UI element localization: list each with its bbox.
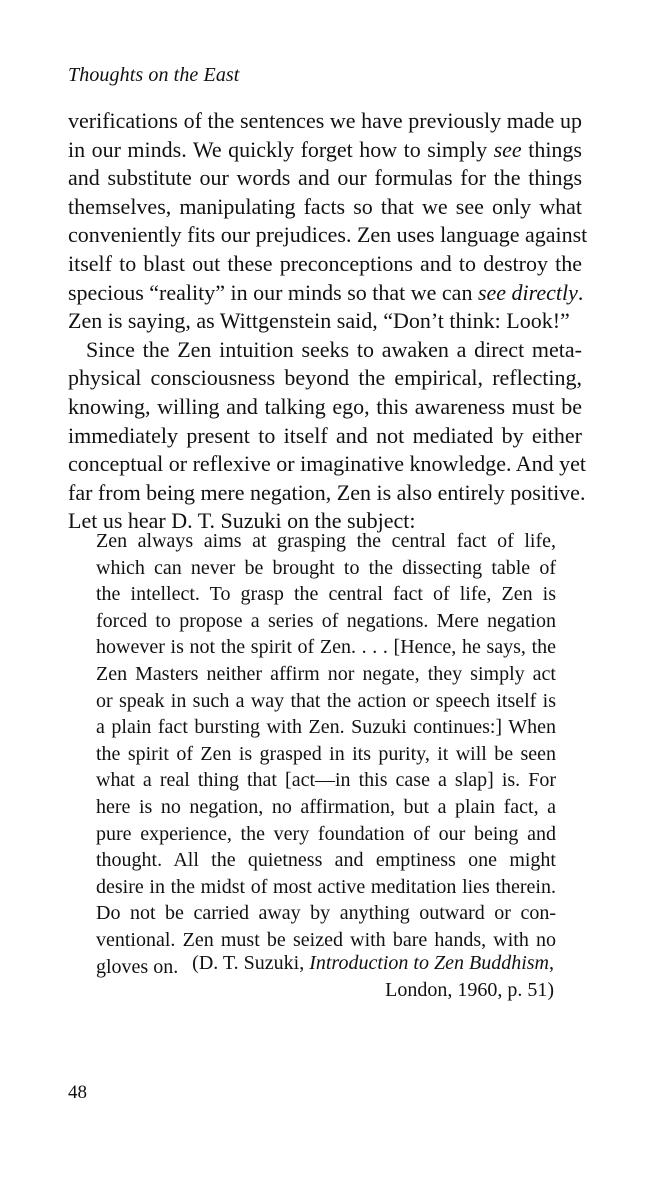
paragraph-2-line: conceptual or reflexive or imaginative knowledge. And yet bbox=[68, 451, 587, 477]
quote-line: here is no negation, no affirmation, but a plain fact, a bbox=[96, 795, 556, 818]
paragraph-2-line: Since the Zen intuition seeks to awaken a direct meta- bbox=[86, 336, 582, 362]
running-head: Thoughts on the East bbox=[68, 64, 240, 86]
quote-line: what a real thing that [act—in this case a slap] is. For bbox=[96, 769, 556, 792]
paragraph-1-line: verifications of the sentences we have previously made up bbox=[68, 108, 582, 133]
emphasis: see directly bbox=[477, 279, 578, 305]
paragraph-2-line: far from being mere negation, Zen is also entirely positive. bbox=[68, 479, 586, 505]
quote-line: desire in the midst of most active meditation lies therein. bbox=[96, 875, 556, 898]
quote-line: Zen Masters neither affirm nor negate, they simply act bbox=[96, 662, 556, 685]
quote-line: the intellect. To grasp the central fact of life, Zen is bbox=[96, 583, 556, 606]
citation-title: Introduction to Zen Buddhism bbox=[309, 952, 549, 974]
page-number: 48 bbox=[68, 1082, 87, 1103]
citation-line-1: (D. T. Suzuki, Introduction to Zen Buddhism, bbox=[192, 952, 554, 974]
paragraph-1-line: Zen is saying, as Wittgenstein said, “Don’t think: Look!” bbox=[68, 308, 570, 334]
quote-line: or speak in such a way that the action or speech itself is bbox=[96, 689, 556, 712]
emphasis: see bbox=[493, 136, 522, 162]
quote-line: thought. All the quietness and emptiness one might bbox=[96, 849, 556, 872]
quote-line: forced to propose a series of negations. Mere negation bbox=[96, 609, 556, 632]
body-text bbox=[68, 107, 588, 536]
paragraph-1-line: themselves, manipulating facts so that we see only what bbox=[68, 193, 582, 219]
paragraph-1-line: and substitute our words and our formulas for the things bbox=[68, 165, 582, 191]
quote-line: however is not the spirit of Zen. . . . [Hence, he says, the bbox=[96, 636, 556, 659]
quote-line: pure experience, the very foundation of our being and bbox=[96, 822, 556, 845]
paragraph-1-line: specious “reality” in our minds so that we can see directly. bbox=[68, 279, 584, 305]
quote-line: the spirit of Zen is grasped in its purity, it will be seen bbox=[96, 742, 556, 765]
paragraph-2-line: physical consciousness beyond the empirical, reflecting, bbox=[68, 365, 582, 391]
paragraph-1-line: conveniently fits our prejudices. Zen uses language against bbox=[68, 222, 588, 248]
paragraph-2-line: knowing, willing and talking ego, this awareness must be bbox=[68, 393, 582, 419]
citation-line-2: London, 1960, p. 51) bbox=[385, 978, 554, 1001]
quote-line: gloves on. bbox=[96, 955, 179, 978]
quote-line: Zen always aims at grasping the central fact of life, bbox=[96, 530, 556, 552]
quote-line: Do not be carried away by anything outward or con- bbox=[96, 902, 556, 925]
quote-line: which can never be brought to the dissecting table of bbox=[96, 556, 556, 579]
quote-citation bbox=[96, 950, 554, 1003]
block-quote bbox=[96, 528, 556, 980]
paragraph-1-line: in our minds. We quickly forget how to simply see things bbox=[68, 136, 582, 162]
paragraph-2-line: Let us hear D. T. Suzuki on the subject: bbox=[68, 508, 416, 534]
paragraph-1-line: itself to blast out these preconceptions and to destroy the bbox=[68, 250, 582, 276]
quote-line: a plain fact bursting with Zen. Suzuki continues:] When bbox=[96, 716, 556, 739]
quote-line: ventional. Zen must be seized with bare hands, with no bbox=[96, 928, 556, 951]
paragraph-2-line: immediately present to itself and not mediated by either bbox=[68, 422, 582, 448]
